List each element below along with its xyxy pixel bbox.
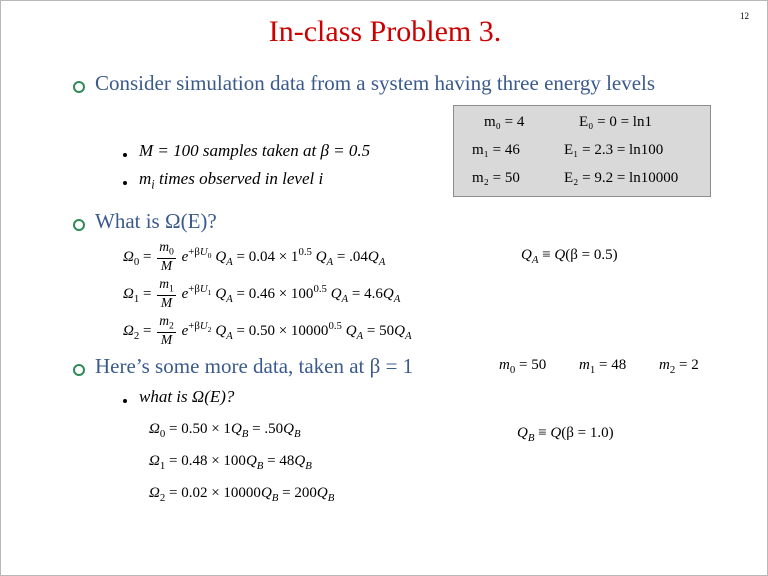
equation-a-0: $\Omega_0$ = $\frac{m_0}{M}$ $e^{+\beta U_0}$ $Q_A = 0.04 \times 1^{0.5}$ $Q_A = .04Q_A$ [123,239,386,273]
equation-b-1: $\Omega_1 = 0.48 \times 100Q_B = 48Q_B$ [149,453,312,472]
sub-bullet-2: $m_i$ times observed in level i [139,169,324,192]
equation-b-0: $\Omega_0 = 0.50 \times 1Q_B = .50Q_B$ [149,421,301,440]
databox-row-2-left: m₂ = 50 [472,170,520,186]
data-b-m2: $m_2 = 2$ [659,357,699,376]
databox-row-0-right: E₀ = 0 = ln1 [579,114,652,130]
bullet-3-text: Here’s some more data, taken at β = 1 [95,354,414,378]
equation-a-1: $\Omega_1$ = $\frac{m_1}{M}$ $e^{+\beta U_1}$ $Q_A = 0.46 \times 100^{0.5}$ $Q_A = 4.6Q_A$ [123,276,401,310]
databox-row-1-right: E₁ = 2.3 = ln100 [564,142,664,158]
equation-b-2: $\Omega_2 = 0.02 \times 10000Q_B = 200Q_B$ [149,485,335,504]
bullet-2-text: What is Ω(E)? [95,209,217,233]
qa-definition: $Q_A \equiv Q(\beta = 0.5)$ [521,247,618,266]
bullet-marker-2 [73,219,85,231]
databox-row-0-left: m₀ = 4 [484,114,525,130]
bullet-marker-3 [73,364,85,376]
sub-bullet-dot-2 [123,181,127,185]
equation-a-2: $\Omega_2$ = $\frac{m_2}{M}$ $e^{+\beta U_2}$ $Q_A = 0.50 \times 10000^{0.5}$ $Q_A = 50Q_A$ [123,313,412,347]
bullet-1-text: Consider simulation data from a system having three energy levels [95,71,656,95]
page-title: In-class Problem 3. [268,15,502,48]
sub-bullet-1: M = 100 samples taken at β = 0.5 [139,141,371,160]
page-number: 12 [740,11,749,21]
bullet-marker-1 [73,81,85,93]
qb-definition: $Q_B \equiv Q(\beta = 1.0)$ [517,425,614,444]
sub-bullet-dot-1 [123,153,127,157]
databox-row-1-left: m₁ = 46 [472,142,520,158]
energy-data-box [453,105,711,197]
data-b-m0: $m_0 = 50$ [499,357,547,376]
sub-bullet-dot-3 [123,399,127,403]
databox-row-2-right: E₂ = 9.2 = ln10000 [564,170,679,186]
sub-bullet-3: what is Ω(E)? [139,387,235,406]
data-b-m1: $m_1 = 48$ [579,357,627,376]
